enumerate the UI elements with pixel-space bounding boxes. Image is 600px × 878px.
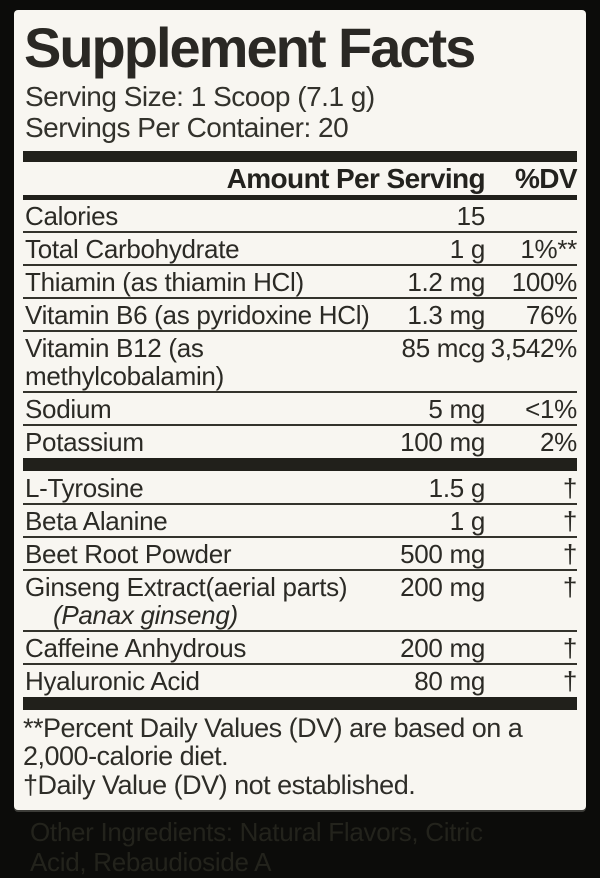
nutrient-amount: 1 g: [449, 233, 485, 264]
ingredient-amount: 200 mg: [400, 632, 485, 663]
ingredient-name: Hyaluronic Acid: [25, 665, 200, 696]
amount-per-serving-header: Amount Per Serving: [226, 162, 485, 194]
ingredient-row-l-tyrosine: [23, 472, 577, 505]
supplement-facts-panel: [14, 10, 586, 810]
obscured-footer-text: [30, 818, 600, 878]
nutrient-amount: 85 mcg: [401, 332, 485, 363]
nutrient-name: Sodium: [25, 393, 112, 424]
ingredient-row-beta-alanine: [23, 505, 577, 538]
footnotes: [23, 714, 577, 801]
thick-divider-middle: [23, 458, 577, 471]
ingredient-dv: †: [562, 538, 577, 569]
nutrient-dv: 100%: [511, 266, 577, 297]
nutrient-dv: <1%: [525, 393, 577, 424]
obscured-text-line1: Other Ingredients: Natural Flavors, Citric: [30, 817, 483, 848]
ingredient-amount: 80 mg: [414, 665, 485, 696]
nutrient-name: Total Carbohydrate: [25, 233, 240, 264]
ingredient-dv: †: [562, 571, 577, 602]
obscured-text-line2: Acid, Rebaudioside A: [30, 847, 272, 878]
nutrient-name: Potassium: [25, 426, 144, 457]
ingredient-amount: 1 g: [449, 505, 485, 536]
ingredient-name: Beet Root Powder: [25, 538, 232, 569]
nutrient-dv: 1%**: [520, 233, 577, 264]
nutrient-amount: 1.2 mg: [407, 266, 485, 297]
nutrient-name: Calories: [25, 200, 118, 231]
footnote-daily-values: **Percent Daily Values (DV) are based on a 2,000-calorie diet.: [23, 712, 523, 772]
ingredient-row-ginseng-extract: [23, 571, 577, 632]
ingredient-name: [23, 573, 385, 629]
nutrient-name: Vitamin B12 (as methylcobalamin): [25, 332, 224, 391]
ingredient-amount: 500 mg: [400, 538, 485, 569]
nutrient-row-calories: [23, 200, 577, 233]
ingredient-amount: 1.5 g: [428, 472, 485, 503]
thick-divider-top: [23, 151, 577, 162]
column-header-row: [23, 162, 577, 195]
ingredient-name: L-Tyrosine: [25, 472, 144, 503]
nutrient-name: Vitamin B6 (as pyridoxine HCl): [25, 299, 370, 330]
nutrient-dv: 76%: [525, 299, 577, 330]
thick-divider-bottom: [23, 697, 577, 710]
ingredient-row-caffeine-anhydrous: [23, 632, 577, 665]
nutrient-amount: 15: [456, 200, 485, 231]
ingredient-name-main: Ginseng Extract(aerial parts): [25, 571, 348, 602]
nutrient-row-thiamin: [23, 266, 577, 299]
nutrient-row-total-carbohydrate: [23, 233, 577, 266]
ingredient-amount: 200 mg: [400, 571, 485, 602]
nutrient-name: Thiamin (as thiamin HCl): [25, 266, 304, 297]
ingredient-row-beet-root-powder: [23, 538, 577, 571]
footnote-dv-not-established: †Daily Value (DV) not established.: [23, 770, 416, 801]
panel-title: Supplement Facts: [24, 16, 475, 79]
ingredient-row-hyaluronic-acid: [23, 665, 577, 696]
ingredient-dv: †: [562, 472, 577, 503]
nutrient-amount: 1.3 mg: [407, 299, 485, 330]
ingredient-dv: †: [562, 665, 577, 696]
ingredient-name: Caffeine Anhydrous: [25, 632, 247, 663]
nutrient-row-sodium: [23, 393, 577, 426]
ingredient-dv: †: [562, 632, 577, 663]
nutrient-row-vitamin-b6: [23, 299, 577, 332]
nutrient-row-vitamin-b12: [23, 332, 577, 393]
nutrient-dv: 3,542%: [490, 332, 577, 363]
nutrient-amount: 100 mg: [400, 426, 485, 457]
ingredient-botanical-name: (Panax ginseng): [53, 599, 238, 630]
nutrient-row-potassium: [23, 426, 577, 457]
servings-per-container: Servings Per Container: 20: [25, 111, 349, 143]
ingredient-name: Beta Alanine: [25, 505, 168, 536]
serving-size: Serving Size: 1 Scoop (7.1 g): [25, 81, 375, 112]
ingredient-dv: †: [562, 505, 577, 536]
nutrient-amount: 5 mg: [428, 393, 485, 424]
nutrient-dv: 2%: [540, 426, 577, 457]
dv-header: %DV: [515, 162, 577, 194]
